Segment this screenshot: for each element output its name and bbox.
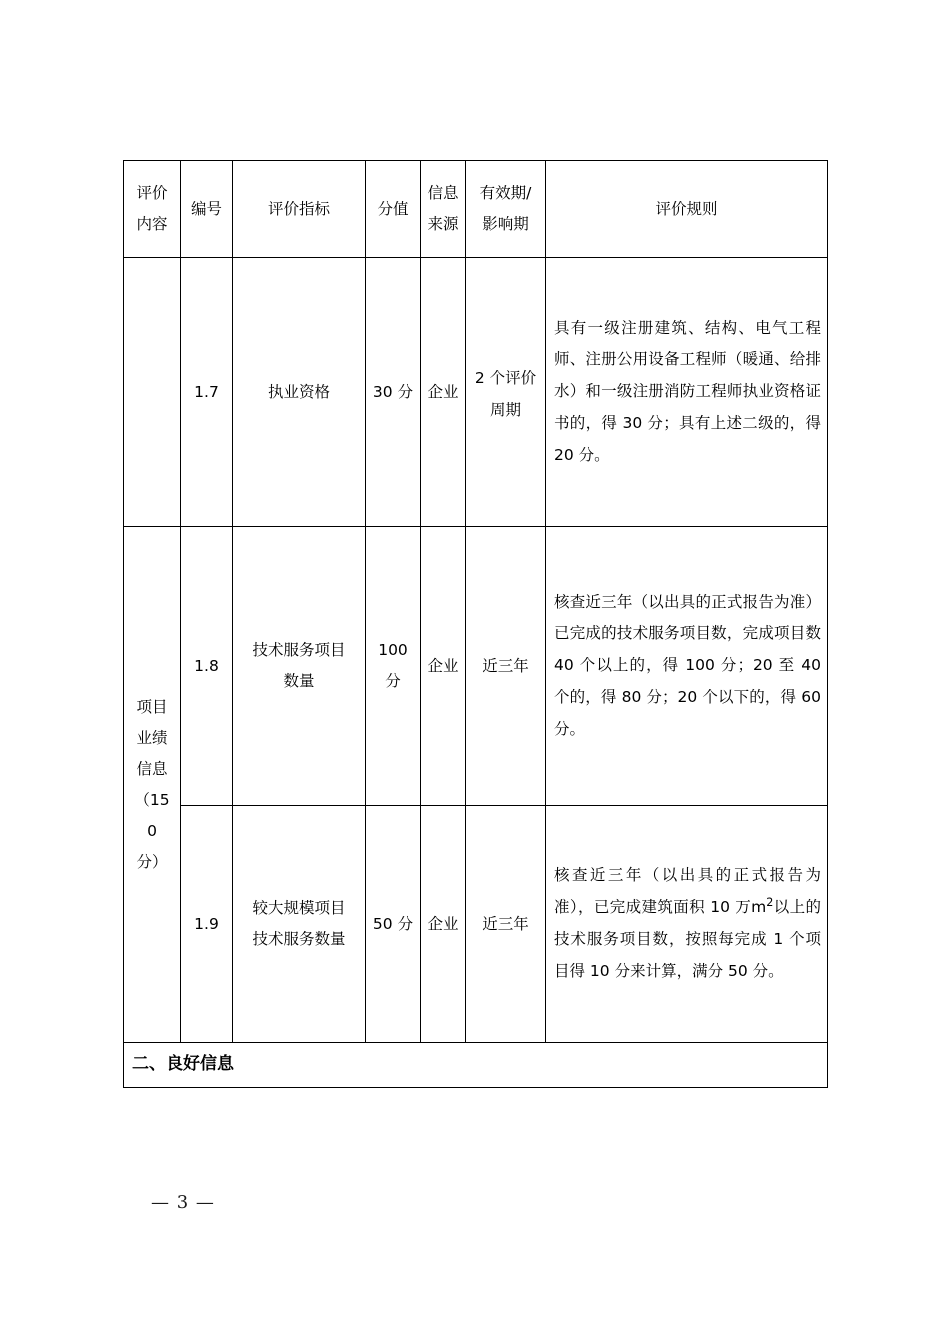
content-group-line-3: 信息 [136, 759, 168, 778]
row17-cell-rule [546, 258, 828, 527]
row18-cell-number [181, 527, 233, 806]
row18-cell-period [466, 527, 546, 806]
header-cell-number [181, 161, 233, 258]
header-period-line2: 影响期 [482, 215, 529, 233]
content-group-line-2: 业绩 [136, 728, 168, 747]
section-cell [124, 1043, 828, 1088]
row19-cell-source [421, 806, 466, 1043]
content-group-line-4: （15 [134, 790, 170, 809]
row18-cell-source [421, 527, 466, 806]
row18-indicator-line2: 数量 [283, 672, 315, 690]
header-cell-score [366, 161, 421, 258]
row19-number-value: 1.9 [194, 914, 219, 933]
row17-indicator-value: 执业资格 [267, 382, 330, 401]
content-group-line-1: 项目 [136, 697, 168, 716]
content-group-line-6: 分） [136, 852, 168, 871]
header-rule-label: 评价规则 [655, 199, 718, 218]
page-footer [123, 1192, 827, 1213]
row18-score-line2: 分 [385, 672, 401, 690]
header-content-line1: 评价 [136, 184, 168, 202]
evaluation-table [123, 160, 828, 1088]
section-label: 二、良好信息 [132, 1054, 234, 1075]
row18-cell-score [366, 527, 421, 806]
header-cell-rule [546, 161, 828, 258]
row18-rule-value: 核查近三年（以出具的正式报告为准）已完成的技术服务项目数，完成项目数 40 个以上的，得 100 分；20 至 40 个的，得 80 分；20 个以下的，得 60 分。 [554, 592, 821, 738]
row19-cell-period [466, 806, 546, 1043]
table-row [124, 258, 828, 527]
row18-cell-indicator [233, 527, 366, 806]
row17-cell-number [181, 258, 233, 527]
row19-cell-indicator [233, 806, 366, 1043]
table-section-row [124, 1043, 828, 1088]
row17-period-line1: 2 个评价 [474, 369, 537, 388]
row17-score-value: 30 分 [372, 382, 414, 401]
row17-cell-indicator [233, 258, 366, 527]
row18-score-line1: 100 [378, 641, 408, 659]
row17-cell-score [366, 258, 421, 527]
header-source-line2: 来源 [427, 215, 459, 233]
row19-indicator-line1: 较大规模项目 [252, 899, 346, 917]
header-period-line1: 有效期/ [479, 184, 532, 202]
row19-cell-number [181, 806, 233, 1043]
header-number-label: 编号 [190, 199, 222, 218]
header-cell-period [466, 161, 546, 258]
row18-number-value: 1.8 [194, 656, 219, 675]
content-group-line-5: 0 [147, 821, 157, 840]
header-cell-indicator [233, 161, 366, 258]
row19-rule-unit-superscript: 2 [766, 896, 774, 910]
row17-source-value: 企业 [427, 382, 459, 401]
row17-rule-value: 具有一级注册建筑、结构、电气工程师、注册公用设备工程师（暖通、给排水）和一级注册消防工程师执业资格证书的，得 30 分；具有上述二级的，得 20 分。 [554, 318, 821, 464]
row19-rule-unit: m [751, 898, 767, 917]
row19-source-value: 企业 [427, 914, 459, 933]
header-content-line2: 内容 [136, 215, 168, 233]
header-indicator-label: 评价指标 [267, 199, 330, 218]
row19-period-value: 近三年 [482, 914, 529, 933]
row19-rule-part2: 以上的技术服务项目数，按照每完成 1 个项目得 10 分来计算，满分 50 分。 [554, 898, 821, 980]
row19-rule-value [546, 850, 827, 997]
row19-score-value: 50 分 [372, 914, 414, 933]
content-group-lines [124, 686, 180, 884]
header-source-line1: 信息 [427, 184, 459, 202]
header-cell-content [124, 161, 181, 258]
row17-content-value [124, 388, 180, 396]
row18-indicator-line1: 技术服务项目 [252, 641, 346, 659]
table-header-row [124, 161, 828, 258]
row17-cell-source [421, 258, 466, 527]
header-cell-source [421, 161, 466, 258]
row17-number-value: 1.7 [194, 382, 219, 401]
header-score-label: 分值 [377, 199, 409, 218]
row17-period-line2: 周期 [489, 401, 521, 419]
row18-cell-rule [546, 527, 828, 806]
table-row [124, 527, 828, 806]
row19-rule-part1: 核查近三年（以出具的正式报告为准），已完成建筑面积 10 万 [554, 866, 821, 917]
page-number: — 3 — [151, 1192, 215, 1213]
row17-cell-period [466, 258, 546, 527]
row18-source-value: 企业 [427, 656, 459, 675]
row19-indicator-line2: 技术服务数量 [252, 930, 346, 948]
row19-cell-rule [546, 806, 828, 1043]
row18-period-value: 近三年 [482, 656, 529, 675]
evaluation-table-container [123, 160, 827, 1088]
row18-19-cell-content-group [124, 527, 181, 1043]
row19-cell-score [366, 806, 421, 1043]
row17-cell-content [124, 258, 181, 527]
table-row [124, 806, 828, 1043]
